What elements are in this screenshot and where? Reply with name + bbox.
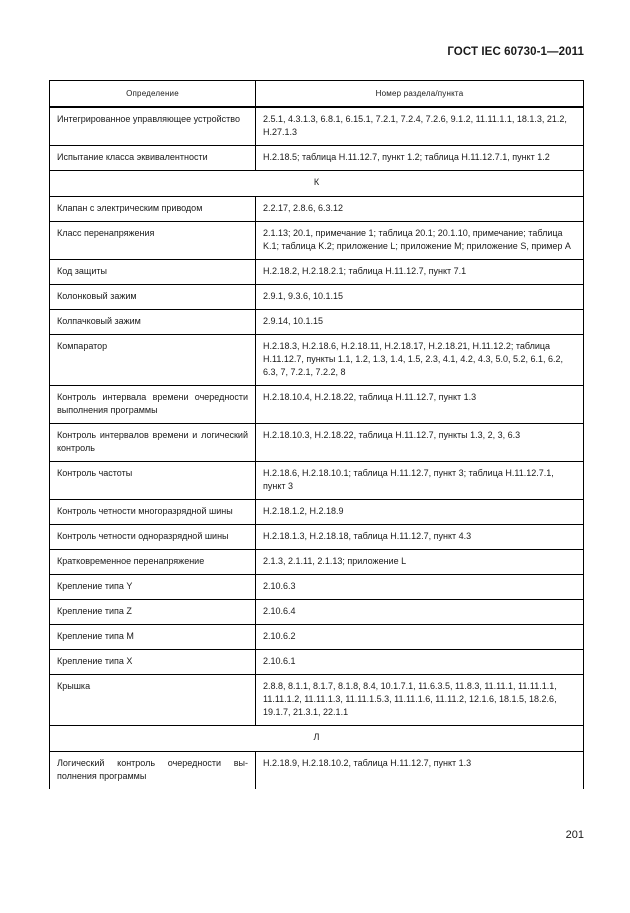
section-refs-cell: 2.1.3, 2.1.11, 2.1.13; приложение L: [256, 550, 584, 575]
section-refs-cell: 2.10.6.1: [256, 650, 584, 675]
term-cell: Контроль четности многоразрядной шины: [50, 500, 256, 525]
term-cell: Крышка: [50, 675, 256, 726]
section-refs-cell: 2.10.6.2: [256, 625, 584, 650]
section-refs-cell: 2.1.13; 20.1, примечание 1; таблица 20.1; 20.1.10, примечание; таблица K.1; таблица K.2; приложение L; приложение M; приложение S, пример A: [256, 222, 584, 260]
table-row: [50, 285, 584, 310]
term-cell: Крепление типа M: [50, 625, 256, 650]
table-row: [50, 107, 584, 146]
term-cell: Крепление типа X: [50, 650, 256, 675]
section-letter: Л: [50, 726, 584, 752]
section-refs-cell: H.2.18.1.2, H.2.18.9: [256, 500, 584, 525]
section-refs-cell: 2.10.6.3: [256, 575, 584, 600]
table-row: [50, 600, 584, 625]
table-row: [50, 752, 584, 790]
section-refs-cell: 2.5.1, 4.3.1.3, 6.8.1, 6.15.1, 7.2.1, 7.2.4, 7.2.6, 9.1.2, 11.11.1.1, 18.1.3, 21.2, H.27.1.3: [256, 107, 584, 146]
section-refs-cell: H.2.18.1.3, H.2.18.18, таблица H.11.12.7, пункт 4.3: [256, 525, 584, 550]
section-refs-cell: 2.9.14, 10.1.15: [256, 310, 584, 335]
term-cell: Контроль интервала времени очередности выполнения программы: [50, 386, 256, 424]
term-cell: Крепление типа Y: [50, 575, 256, 600]
table-row: [50, 335, 584, 386]
term-cell: Крепление типа Z: [50, 600, 256, 625]
section-refs-cell: H.2.18.6, H.2.18.10.1; таблица H.11.12.7, пункт 3; таблица H.11.12.7.1, пункт 3: [256, 462, 584, 500]
section-refs-cell: H.2.18.10.3, H.2.18.22, таблица H.11.12.7, пункты 1.3, 2, 3, 6.3: [256, 424, 584, 462]
table-row: [50, 310, 584, 335]
term-cell: Класс перенапряжения: [50, 222, 256, 260]
term-cell: Интегрированное управляющее устройство: [50, 107, 256, 146]
table-row: [50, 197, 584, 222]
section-refs-cell: 2.10.6.4: [256, 600, 584, 625]
term-cell: Колонковый зажим: [50, 285, 256, 310]
section-letter-row: [50, 726, 584, 752]
table-row: [50, 462, 584, 500]
table-row: [50, 525, 584, 550]
term-cell: Контроль четности одноразрядной шины: [50, 525, 256, 550]
section-letter: К: [50, 171, 584, 197]
table-row: [50, 386, 584, 424]
section-refs-cell: H.2.18.2, H.2.18.2.1; таблица H.11.12.7, пункт 7.1: [256, 260, 584, 285]
table-row: [50, 625, 584, 650]
table-row: [50, 575, 584, 600]
term-cell: Клапан с электрическим приводом: [50, 197, 256, 222]
term-cell: Контроль интервалов времени и логический контроль: [50, 424, 256, 462]
table-row: [50, 500, 584, 525]
index-table: [49, 80, 584, 789]
table-body: [50, 107, 584, 789]
term-cell: Испытание класса эквивалентности: [50, 146, 256, 171]
page-number: 201: [565, 829, 584, 841]
table-row: [50, 424, 584, 462]
section-refs-cell: 2.8.8, 8.1.1, 8.1.7, 8.1.8, 8.4, 10.1.7.1, 11.6.3.5, 11.8.3, 11.11.1, 11.11.1.1, 11.11.1.2, 11.11.1.3, 11.11.1.5.3, 11.11.1.6, 11.11.2, 12.1.6, 18.1.5, 18.2.6, 19.1.7, 21.3.1, 22.1.1: [256, 675, 584, 726]
term-cell: Код защиты: [50, 260, 256, 285]
term-cell: Кратковременное перенапряжение: [50, 550, 256, 575]
table-row: [50, 222, 584, 260]
term-cell: Логический контроль очередности выполнения программы: [50, 752, 256, 790]
term-cell: Компаратор: [50, 335, 256, 386]
section-refs-cell: 2.2.17, 2.8.6, 6.3.12: [256, 197, 584, 222]
section-refs-cell: 2.9.1, 9.3.6, 10.1.15: [256, 285, 584, 310]
table-header-row: [50, 81, 584, 108]
table-row: [50, 650, 584, 675]
section-refs-cell: H.2.18.3, H.2.18.6, H.2.18.11, H.2.18.17, H.2.18.21, H.11.12.2; таблица H.11.12.7, пункты 1.1, 1.2, 1.3, 1.4, 1.5, 2.3, 4.1, 4.2, 4.3, 5.0, 5.2, 6.1, 6.2, 6.3, 7, 7.2.1, 7.2.2, 8: [256, 335, 584, 386]
table-row: [50, 550, 584, 575]
section-letter-row: [50, 171, 584, 197]
table-row: [50, 146, 584, 171]
document-header: ГОСТ IEC 60730-1—2011: [447, 46, 584, 58]
term-cell: Колпачковый зажим: [50, 310, 256, 335]
section-refs-cell: H.2.18.5; таблица H.11.12.7, пункт 1.2; таблица H.11.12.7.1, пункт 1.2: [256, 146, 584, 171]
column-header-section: Номер раздела/пункта: [256, 81, 584, 108]
section-refs-cell: H.2.18.9, H.2.18.10.2, таблица H.11.12.7, пункт 1.3: [256, 752, 584, 790]
table-row: [50, 260, 584, 285]
term-cell: Контроль частоты: [50, 462, 256, 500]
section-refs-cell: H.2.18.10.4, H.2.18.22, таблица H.11.12.7, пункт 1.3: [256, 386, 584, 424]
table-row: [50, 675, 584, 726]
column-header-definition: Определение: [50, 81, 256, 108]
